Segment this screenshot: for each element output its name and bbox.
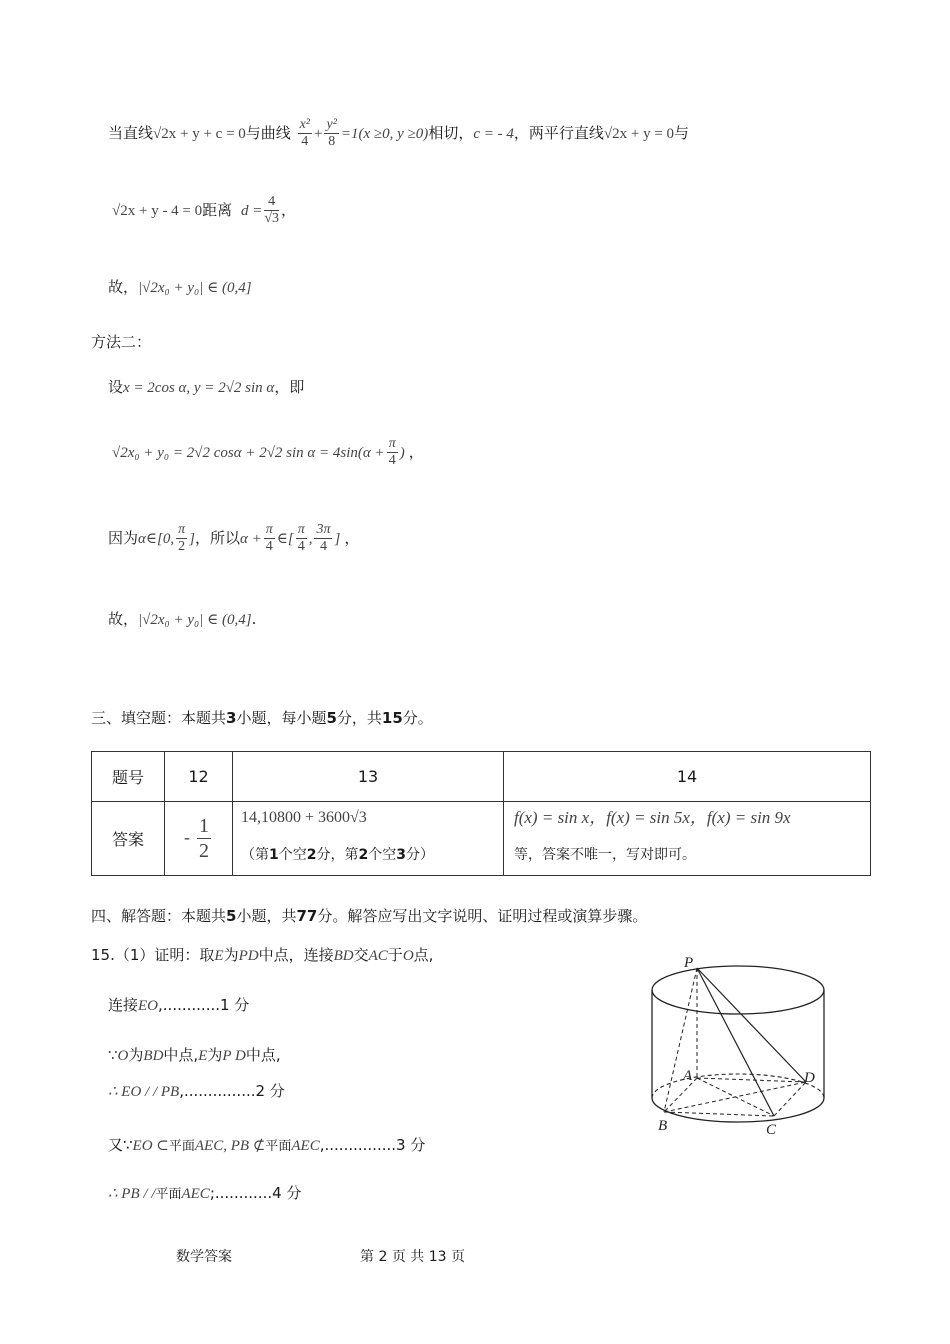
- answer-12: - $\frac{1}{2}$: [165, 802, 233, 876]
- method1-line1: 当直线√2x + y + c = 0与曲线 $\frac{\text{x²}}{4}$ + $\frac{\text{y²}}{8}$ =1(x ≥0, y ≥0)相切，c = - 4，两平行直线√2x + y = 0与: [108, 117, 690, 149]
- line-equation: √2x + y + c = 0: [153, 126, 246, 142]
- method2-line3: 因为α∈[0, $\frac{\pi}{2}$ ]，所以α + $\frac{\pi}{4}$ ∈[ $\frac{\pi}{4}$ , $\frac{3\pi}{4}$ ] ，: [108, 522, 360, 554]
- answer-14: f(x) = sin x，f(x) = sin 5x，f(x) = sin 9x 等，答案不唯一，写对即可。: [504, 802, 871, 876]
- ad-edge: [697, 1078, 806, 1082]
- answer-table-header-row: [92, 752, 871, 802]
- label-P: P: [684, 955, 694, 971]
- cylinder-bottom-front: [652, 1098, 824, 1122]
- header-13: 13: [233, 752, 504, 802]
- header-14: 14: [504, 752, 871, 802]
- method2-heading: 方法二：: [91, 333, 152, 351]
- q15-line6: ∴ PB / /平面AEC;............4 分: [108, 1184, 302, 1202]
- header-label: 题号: [92, 752, 165, 802]
- fraction-y2-over-8: $\frac{\text{y²}}{8}$: [326, 117, 337, 149]
- fraction-x2-over-4: $\frac{\text{x²}}{4}$: [299, 117, 311, 149]
- answer-table: [91, 751, 871, 876]
- q15-line3: ∵O为BD中点,E为P D中点,: [108, 1046, 281, 1064]
- header-12: 12: [165, 752, 233, 802]
- cylinder-pyramid-figure: [640, 950, 840, 1140]
- label-D: D: [804, 1070, 815, 1086]
- label-C: C: [766, 1122, 777, 1138]
- method1-line3: 故，|√2x₀ + y₀| ∈ (0,4]: [108, 278, 252, 296]
- pb-edge: [664, 968, 697, 1112]
- q15-line5: 又∵EO ⊂平面AEC, PB ⊄平面AEC,...............3 分: [108, 1136, 426, 1154]
- cylinder-top-ellipse: [652, 966, 824, 1014]
- section4-title: 四、解答题：本题共5小题，共77分。解答应写出文字说明、证明过程或演算步骤。: [91, 907, 648, 925]
- section3-title: 三、填空题：本题共3小题，每小题5分，共15分。: [91, 709, 433, 727]
- cylinder-bottom-back: [652, 1074, 824, 1098]
- pc-edge: [697, 968, 774, 1116]
- label-B: B: [658, 1118, 668, 1134]
- answer-13: 14,10800 + 3600√3 （第1个空2分，第2个空3分）: [233, 802, 504, 876]
- method1-line2: √2x + y - 4 = 0距离 d = $\frac{4}{√3}$ ，: [112, 194, 297, 226]
- fraction-pi-over-4: $\frac{\pi}{4}$: [388, 436, 396, 468]
- q15-line2: 连接EO,............1 分: [108, 996, 250, 1014]
- q15-line4: ∴ EO / / PB,...............2 分: [108, 1082, 285, 1100]
- method2-line1: 设x = 2cos α, y = 2√2 sin α，即: [108, 378, 305, 396]
- q15-line1: 15.（1）证明：取E为PD中点，连接BD交AC于O点,: [91, 946, 434, 964]
- answer-label: 答案: [92, 802, 165, 876]
- footer-page-number: 第 2 页 共 13 页: [360, 1249, 466, 1265]
- pd-edge: [697, 968, 806, 1082]
- answer-table-answer-row: [92, 802, 871, 876]
- fraction-4-over-sqrt3: $\frac{4}{√3}$: [264, 194, 280, 226]
- method2-line2: √2x₀ + y₀ = 2√2 cosα + 2√2 sin α = 4sin(α + $\frac{\pi}{4}$ ) ，: [112, 436, 424, 468]
- label-A: A: [683, 1068, 693, 1084]
- bd-diagonal: [664, 1082, 806, 1112]
- method2-line4: 故，|√2x₀ + y₀| ∈ (0,4].: [108, 610, 257, 628]
- footer-subject: 数学答案: [176, 1249, 232, 1265]
- cd-edge: [774, 1082, 806, 1116]
